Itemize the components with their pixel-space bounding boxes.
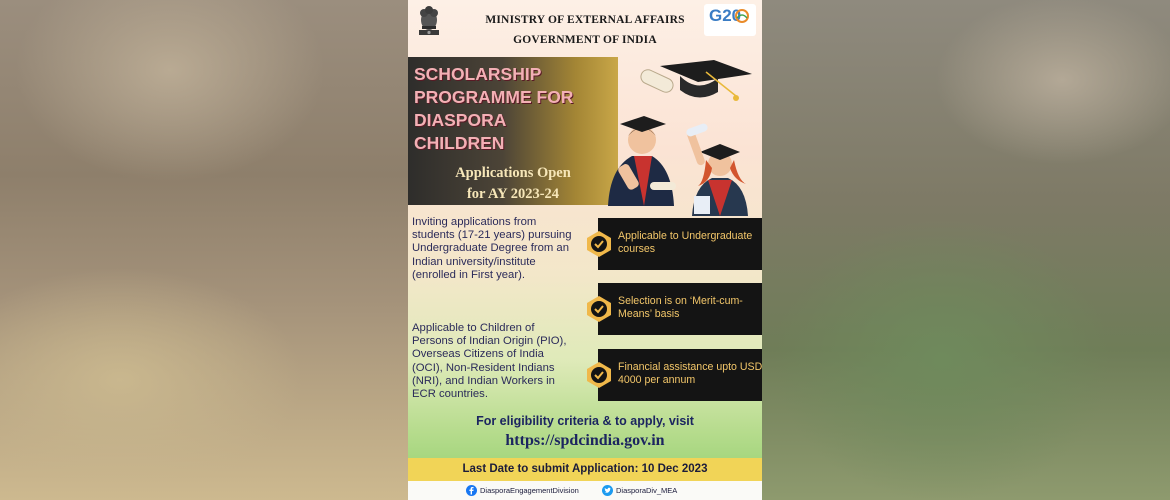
eligibility-paragraph: Inviting applications from students (17-21 years) pursuing Undergraduate Degree from an Indian university/institute (enrolled in First year). (412, 216, 572, 281)
g20-logo (704, 4, 756, 36)
title-block (408, 57, 618, 205)
feature-card-undergraduate (598, 218, 762, 270)
blurred-background-left (0, 0, 408, 500)
g20-logo-text: G20 (709, 6, 742, 25)
ministry-line-1: MINISTRY OF EXTERNAL AFFAIRS (485, 14, 685, 26)
visit-instruction: For eligibility criteria & to apply, visit (476, 414, 694, 428)
graduation-cap-icon (660, 60, 752, 101)
twitter-icon (602, 485, 613, 496)
ministry-name (470, 10, 700, 50)
male-graduate-figure (608, 116, 676, 206)
applications-line-1: Applications Open (455, 165, 571, 181)
facebook-handle-text: DiasporaEngagementDivision (480, 486, 579, 495)
feature-text-1: Applicable to Undergraduate courses (618, 230, 753, 255)
check-badge-icon (586, 295, 612, 323)
feature-text-2: Selection is on ‘Merit-cum-Means’ basis (618, 295, 743, 320)
ministry-line-2: GOVERNMENT OF INDIA (513, 34, 657, 46)
social-footer (408, 481, 762, 500)
deadline-banner: Last Date to submit Application: 10 Dec 2023 (408, 458, 762, 481)
facebook-icon (466, 485, 477, 496)
diploma-scroll-icon (639, 67, 676, 94)
scholarship-poster (408, 0, 762, 500)
applications-line-2: for AY 2023-24 (466, 186, 560, 202)
female-graduate-figure (685, 122, 748, 216)
twitter-handle-text: DiasporaDiv_MEA (616, 486, 678, 495)
check-badge-icon (586, 230, 612, 258)
graduates-illustration (594, 56, 762, 216)
feature-card-financial-assistance (598, 349, 762, 401)
title-line-3: DIASPORA (414, 110, 507, 130)
poster-header (408, 0, 762, 52)
application-url-link[interactable]: https://spdcindia.gov.in (505, 432, 665, 449)
applications-open-text (408, 163, 618, 205)
title-line-4: CHILDREN (414, 133, 505, 153)
lotus-globe-icon (734, 8, 750, 24)
check-badge-icon (586, 361, 612, 389)
feature-card-merit-means (598, 283, 762, 335)
twitter-handle[interactable] (602, 484, 677, 497)
facebook-handle[interactable] (466, 484, 579, 497)
national-emblem-icon (416, 4, 442, 48)
title-line-1: SCHOLARSHIP (414, 64, 542, 84)
feature-text-3: Financial assistance upto USD 4000 per annum (618, 361, 762, 386)
programme-title (414, 63, 614, 155)
applicability-paragraph: Applicable to Children of Persons of Indian Origin (PIO), Overseas Citizens of India (OCI), Non-Resident Indians (NRI), and Indian Workers in ECR countries. (412, 322, 567, 401)
title-line-2: PROGRAMME FOR (414, 87, 574, 107)
blurred-background-right (762, 0, 1170, 500)
